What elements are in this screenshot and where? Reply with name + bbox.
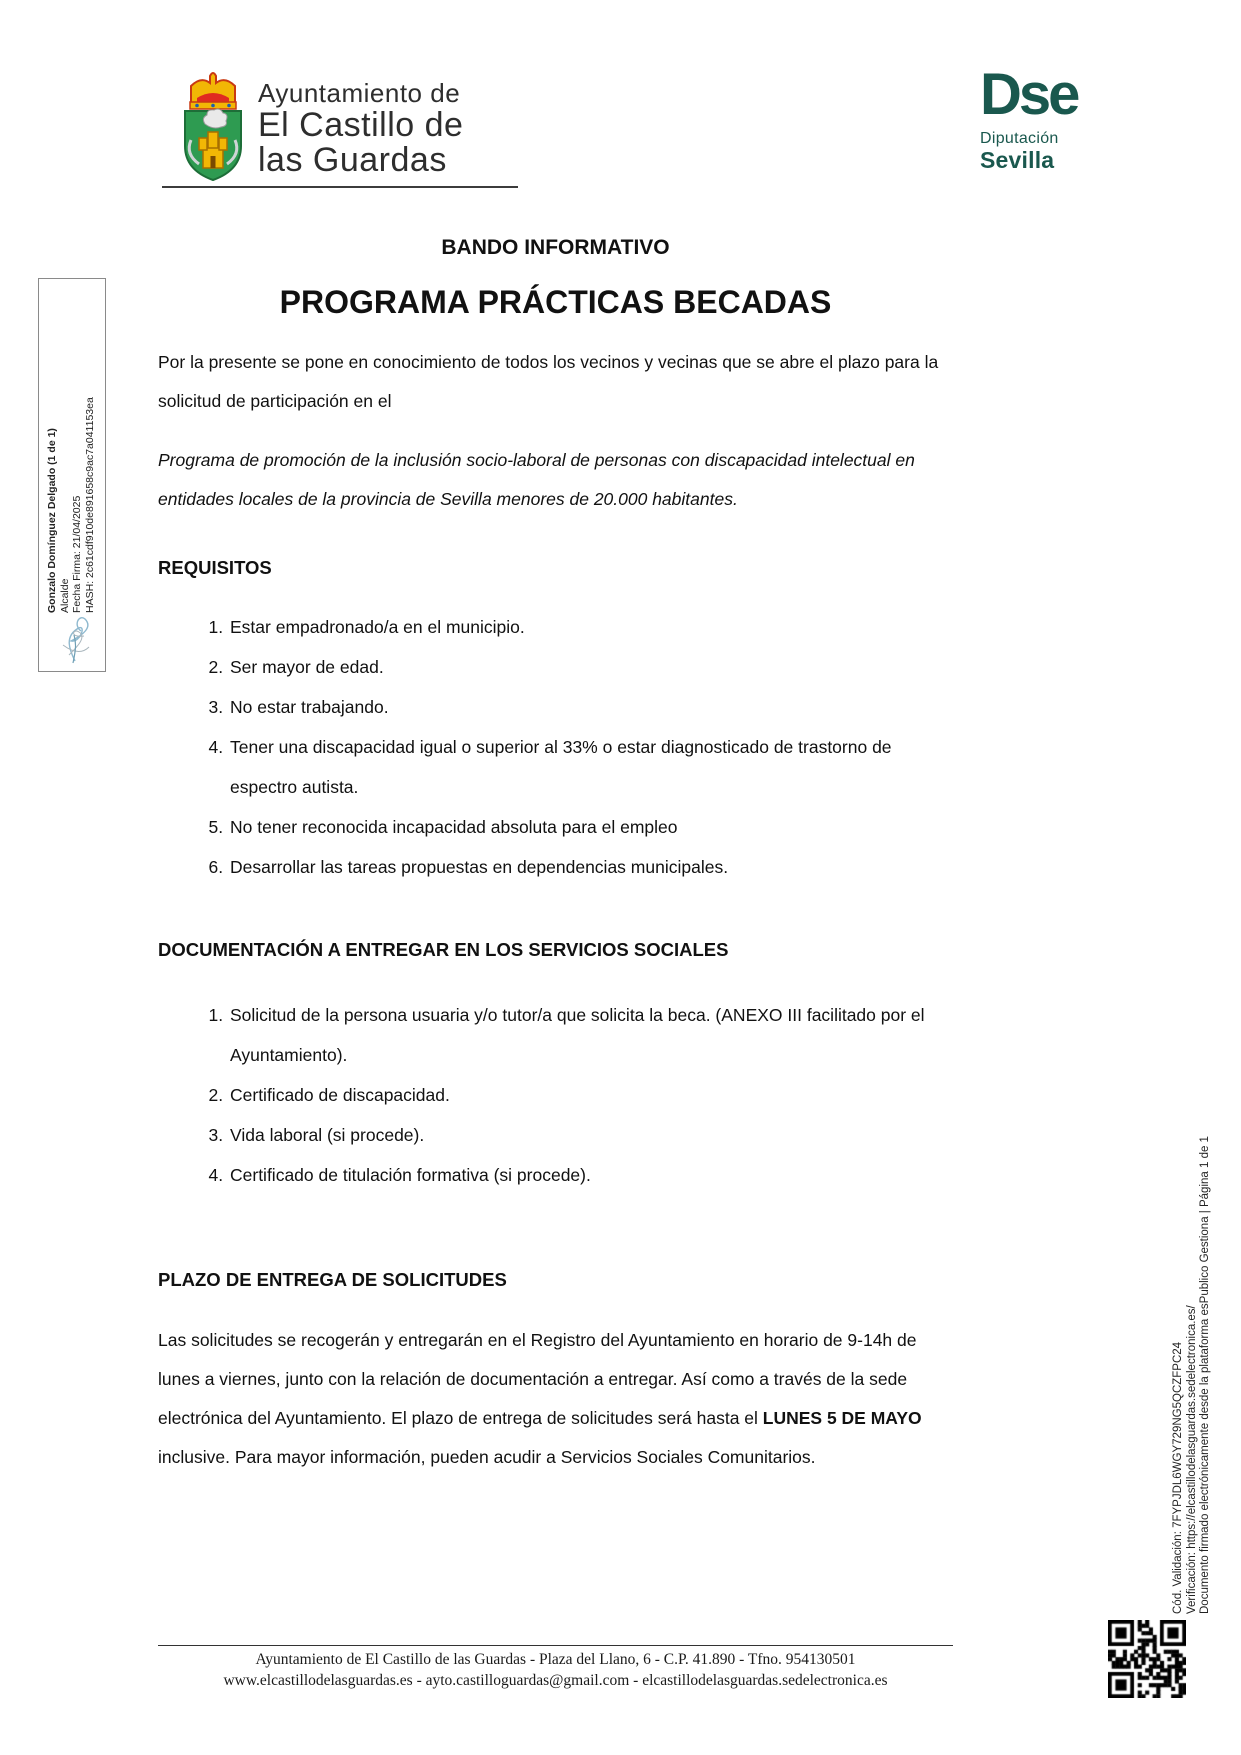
list-item: 2. Ser mayor de edad. <box>228 647 953 687</box>
verification-url: Verificación: https://elcastillodelasguardas.sedelectronica.es/ <box>1185 1305 1198 1614</box>
signature-stamp-text <box>46 293 98 613</box>
logo-line: El Castillo de <box>258 106 464 144</box>
section-heading-documentacion: DOCUMENTACIÓN A ENTREGAR EN LOS SERVICIOS SOCIALES <box>158 939 729 960</box>
ayuntamiento-logo-text <box>258 78 463 178</box>
diputacion-caption: Diputación <box>980 130 1059 147</box>
handwritten-signature-icon <box>51 605 97 667</box>
footer-address: Ayuntamiento de El Castillo de las Guardas - Plaza del Llano, 6 - C.P. 41.890 - Tfno. 954130501 <box>255 1651 856 1668</box>
page-footer <box>158 1645 953 1691</box>
document-kicker: BANDO INFORMATIVO <box>441 236 670 259</box>
municipal-crest-icon <box>177 68 249 186</box>
validation-code: Cód. Validación: 7FYPJDL6WGY729NG5QCZFPC24 <box>1172 1341 1184 1614</box>
validation-margin-text <box>1172 962 1212 1614</box>
logo-underline <box>162 186 518 188</box>
document-body <box>158 235 953 1477</box>
list-item: 3. Vida laboral (si procede). <box>228 1115 953 1155</box>
plazo-text-before: Las solicitudes se recogerán y entregarán en el Registro del Ayuntamiento en horario de 9-14h de lunes a viernes, junto con la relación de documentación a entregar. Así como a través de la sede electrónica del Ayuntamiento. El plazo de entrega de solicitudes será hasta el <box>158 1330 917 1428</box>
requisitos-list <box>158 607 953 887</box>
list-item: 2. Certificado de discapacidad. <box>228 1075 953 1115</box>
footer-contacts: www.elcastillodelasguardas.es - ayto.castilloguardas@gmail.com - elcastillodelasguardas.sedelectronica.es <box>223 1672 888 1689</box>
section-heading-plazo: PLAZO DE ENTREGA DE SOLICITUDES <box>158 1269 507 1290</box>
signer-name: Gonzalo Domínguez Delgado (1 de 1) <box>46 428 58 613</box>
dse-monogram-icon: Dse <box>980 62 1078 127</box>
program-paragraph: Programa de promoción de la inclusión socio-laboral de personas con discapacidad intelectual en entidades locales de la provincia de Sevilla menores de 20.000 habitantes. <box>158 450 915 509</box>
logo-line: las Guardas <box>258 141 447 179</box>
diputacion-sevilla-logo <box>980 62 1100 173</box>
list-item: 4. Tener una discapacidad igual o superior al 33% o estar diagnosticado de trastorno de espectro autista. <box>228 727 953 807</box>
qr-code <box>1108 1620 1186 1698</box>
documentacion-list <box>158 995 953 1195</box>
list-item: 5. No tener reconocida incapacidad absoluta para el empleo <box>228 807 953 847</box>
list-item: 1. Estar empadronado/a en el municipio. <box>228 607 953 647</box>
plazo-paragraph <box>158 1321 953 1477</box>
list-item: 4. Certificado de titulación formativa (si procede). <box>228 1155 953 1195</box>
intro-paragraph: Por la presente se pone en conocimiento de todos los vecinos y vecinas que se abre el plazo para la solicitud de participación en el <box>158 352 939 411</box>
signature-stamp-box <box>38 278 106 672</box>
plazo-text-after: inclusive. Para mayor información, pueden acudir a Servicios Sociales Comunitarios. <box>158 1447 816 1467</box>
logo-line: Ayuntamiento de <box>258 78 461 108</box>
list-item: 3. No estar trabajando. <box>228 687 953 727</box>
deadline-date: LUNES 5 DE MAYO <box>762 1408 922 1428</box>
list-item: 1. Solicitud de la persona usuaria y/o tutor/a que solicita la beca. (ANEXO III facilitado por el Ayuntamiento). <box>228 995 953 1075</box>
list-item: 6. Desarrollar las tareas propuestas en dependencias municipales. <box>228 847 953 887</box>
signature-hash: HASH: 2c61cdf910de891658c9ac7a041153ea <box>83 397 96 613</box>
validation-margin <box>1172 962 1212 1614</box>
section-heading-requisitos: REQUISITOS <box>158 557 272 578</box>
page-title: PROGRAMA PRÁCTICAS BECADAS <box>279 284 832 320</box>
sevilla-caption: Sevilla <box>980 147 1055 173</box>
signature-date: Fecha Firma: 21/04/2025 <box>71 495 83 613</box>
signer-role: Alcalde <box>58 578 71 613</box>
platform-note: Documento firmado electrónicamente desde la plataforma esPublico Gestiona | Página 1 de 1 <box>1199 1136 1211 1614</box>
